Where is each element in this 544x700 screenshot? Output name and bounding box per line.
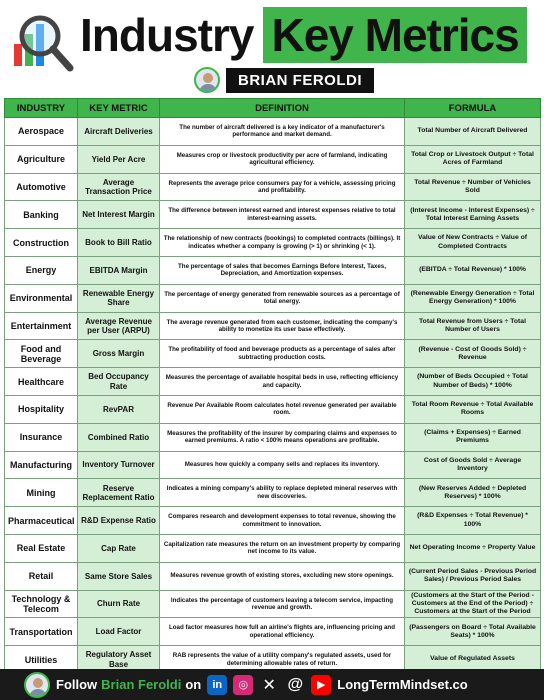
definition-cell: Measures crop or livestock productivity per acre of farmland, indicating agricultural efficiency. (160, 145, 405, 173)
industry-cell: Agriculture (5, 145, 78, 173)
footer-author-name: Brian Feroldi (101, 677, 182, 692)
table-row (5, 312, 541, 340)
footer-follow-text: Follow (56, 677, 98, 692)
industry-cell: Construction (5, 229, 78, 257)
key-metric-cell: Yield Per Acre (78, 145, 160, 173)
footer-on-text: on (185, 677, 202, 692)
definition-cell: Compares research and development expenses to total revenue, showing the commitment to innovation. (160, 507, 405, 535)
formula-cell: (EBITDA ÷ Total Revenue) * 100% (405, 256, 541, 284)
industry-cell: Banking (5, 201, 78, 229)
threads-icon[interactable]: @ (285, 675, 305, 695)
definition-cell: The number of aircraft delivered is a key indicator of a manufacturer's performance and market demand. (160, 118, 405, 146)
formula-cell: (Customers at the Start of the Period - Customers at the End of the Period) ÷ Customers at the Start of the Period (405, 590, 541, 618)
key-metric-cell: Same Store Sales (78, 562, 160, 590)
table-row (5, 368, 541, 396)
formula-cell: Cost of Goods Sold ÷ Average Inventory (405, 451, 541, 479)
industry-cell: Pharmaceutical (5, 507, 78, 535)
industry-cell: Food and Beverage (5, 340, 78, 368)
industry-cell: Manufacturing (5, 451, 78, 479)
formula-cell: Total Revenue from Users ÷ Total Number of Users (405, 312, 541, 340)
key-metric-cell: Reserve Replacement Ratio (78, 479, 160, 507)
key-metric-cell: Book to Bill Ratio (78, 229, 160, 257)
table-row (5, 590, 541, 618)
analytics-magnifier-icon (6, 6, 76, 76)
definition-cell: Indicates the percentage of customers leaving a telecom service, impacting revenue and growth. (160, 590, 405, 618)
definition-cell: The relationship of new contracts (bookings) to completed contracts (billings). It indicates whether a company is growing (> 1) or shrinking (< 1). (160, 229, 405, 257)
definition-cell: Represents the average price consumers pay for a vehicle, assessing pricing and profitability. (160, 173, 405, 201)
table-row (5, 618, 541, 646)
key-metric-cell: EBITDA Margin (78, 256, 160, 284)
industry-cell: Entertainment (5, 312, 78, 340)
industry-cell: Healthcare (5, 368, 78, 396)
column-header-key-metric: KEY METRIC (78, 99, 160, 118)
definition-cell: Capitalization rate measures the return on an investment property by comparing net income to its value. (160, 534, 405, 562)
key-metric-cell: Net Interest Margin (78, 201, 160, 229)
key-metric-cell: Inventory Turnover (78, 451, 160, 479)
youtube-icon[interactable]: ▶ (311, 675, 331, 695)
key-metric-cell: Gross Margin (78, 340, 160, 368)
key-metric-cell: Renewable Energy Share (78, 284, 160, 312)
table-row (5, 118, 541, 146)
formula-cell: Value of New Contracts ÷ Value of Completed Contracts (405, 229, 541, 257)
formula-cell: Net Operating Income ÷ Property Value (405, 534, 541, 562)
definition-cell: The average revenue generated from each customer, indicating the company's ability to monetize its user base effectively. (160, 312, 405, 340)
industry-cell: Retail (5, 562, 78, 590)
definition-cell: Measures how quickly a company sells and replaces its inventory. (160, 451, 405, 479)
definition-cell: The percentage of energy generated from renewable sources as a percentage of total energy. (160, 284, 405, 312)
formula-cell: (R&D Expenses ÷ Total Revenue) * 100% (405, 507, 541, 535)
key-metric-cell: Average Transaction Price (78, 173, 160, 201)
table-row (5, 201, 541, 229)
definition-cell: Load factor measures how full an airline's flights are, influencing pricing and operational efficiency. (160, 618, 405, 646)
definition-cell: Measures revenue growth of existing stores, excluding new store openings. (160, 562, 405, 590)
table-row (5, 145, 541, 173)
formula-cell: (Interest Income - Interest Expenses) ÷ Total Interest Earning Assets (405, 201, 541, 229)
table-row (5, 395, 541, 423)
definition-cell: Measures the profitability of the insurer by comparing claims and expenses to earned premiums. A ratio < 100% means operations are profitable. (160, 423, 405, 451)
key-metric-cell: Bed Occupancy Rate (78, 368, 160, 396)
footer (0, 669, 544, 700)
instagram-icon[interactable]: ◎ (233, 675, 253, 695)
industry-cell: Automotive (5, 173, 78, 201)
column-header-formula: FORMULA (405, 99, 541, 118)
formula-cell: Total Room Revenue ÷ Total Available Rooms (405, 395, 541, 423)
key-metric-cell: Aircraft Deliveries (78, 118, 160, 146)
definition-cell: The profitability of food and beverage products as a percentage of sales after subtracting production costs. (160, 340, 405, 368)
table-row (5, 479, 541, 507)
table-body (5, 118, 541, 674)
table-row (5, 173, 541, 201)
key-metric-cell: R&D Expense Ratio (78, 507, 160, 535)
industry-cell: Mining (5, 479, 78, 507)
column-header-industry: INDUSTRY (5, 99, 78, 118)
key-metric-cell: Churn Rate (78, 590, 160, 618)
formula-cell: (Claims + Expenses) ÷ Earned Premiums (405, 423, 541, 451)
table-row (5, 534, 541, 562)
definition-cell: Revenue Per Available Room calculates hotel revenue generated per available room. (160, 395, 405, 423)
table-row (5, 340, 541, 368)
key-metric-cell: RevPAR (78, 395, 160, 423)
footer-avatar (24, 672, 50, 698)
formula-cell: (Current Period Sales - Previous Period Sales) / Previous Period Sales (405, 562, 541, 590)
definition-cell: Indicates a mining company's ability to replace depleted mineral reserves with new discoveries. (160, 479, 405, 507)
key-metric-cell: Cap Rate (78, 534, 160, 562)
footer-website-link[interactable]: LongTermMindset.co (337, 677, 468, 692)
linkedin-icon[interactable]: in (207, 675, 227, 695)
industry-cell: Environmental (5, 284, 78, 312)
industry-cell: Technology & Telecom (5, 590, 78, 618)
title-part2: Key Metrics (263, 7, 526, 63)
formula-cell: Value of Regulated Assets (405, 646, 541, 674)
table-header-row (5, 99, 541, 118)
industry-cell: Utilities (5, 646, 78, 674)
formula-cell: (Revenue - Cost of Goods Sold) ÷ Revenue (405, 340, 541, 368)
author-name: BRIAN FEROLDI (226, 68, 374, 93)
formula-cell: Total Crop or Livestock Output ÷ Total Acres of Farmland (405, 145, 541, 173)
industry-cell: Aerospace (5, 118, 78, 146)
formula-cell: (Renewable Energy Generation ÷ Total Energy Generation) * 100% (405, 284, 541, 312)
table-row (5, 229, 541, 257)
industry-cell: Hospitality (5, 395, 78, 423)
table-row (5, 256, 541, 284)
table-row (5, 284, 541, 312)
industry-cell: Energy (5, 256, 78, 284)
header (0, 0, 544, 98)
industry-cell: Real Estate (5, 534, 78, 562)
formula-cell: Total Number of Aircraft Delivered (405, 118, 541, 146)
title-part1: Industry (80, 9, 254, 61)
definition-cell: Measures the percentage of available hospital beds in use, reflecting efficiency and capacity. (160, 368, 405, 396)
author-badge (194, 67, 374, 93)
industry-cell: Insurance (5, 423, 78, 451)
page-title (80, 4, 527, 66)
definition-cell: The difference between interest earned and interest expenses relative to total interest-earning assets. (160, 201, 405, 229)
key-metric-cell: Load Factor (78, 618, 160, 646)
key-metric-cell: Average Revenue per User (ARPU) (78, 312, 160, 340)
formula-cell: (Passengers on Board ÷ Total Available Seats) * 100% (405, 618, 541, 646)
table-row (5, 451, 541, 479)
table-row (5, 507, 541, 535)
table-row (5, 562, 541, 590)
key-metric-cell: Regulatory Asset Base (78, 646, 160, 674)
formula-cell: (New Reserves Added ÷ Depleted Reserves) * 100% (405, 479, 541, 507)
table-row (5, 423, 541, 451)
formula-cell: (Number of Beds Occupied ÷ Total Number of Beds) * 100% (405, 368, 541, 396)
definition-cell: RAB represents the value of a utility company's regulated assets, used for determining allowable rates of return. (160, 646, 405, 674)
key-metric-cell: Combined Ratio (78, 423, 160, 451)
column-header-definition: DEFINITION (160, 99, 405, 118)
definition-cell: The percentage of sales that becomes Earnings Before Interest, Taxes, Depreciation, and Amortization expenses. (160, 256, 405, 284)
x-icon[interactable]: ✕ (259, 675, 279, 695)
formula-cell: Total Revenue ÷ Number of Vehicles Sold (405, 173, 541, 201)
metrics-table (4, 98, 541, 674)
avatar (194, 67, 220, 93)
industry-cell: Transportation (5, 618, 78, 646)
